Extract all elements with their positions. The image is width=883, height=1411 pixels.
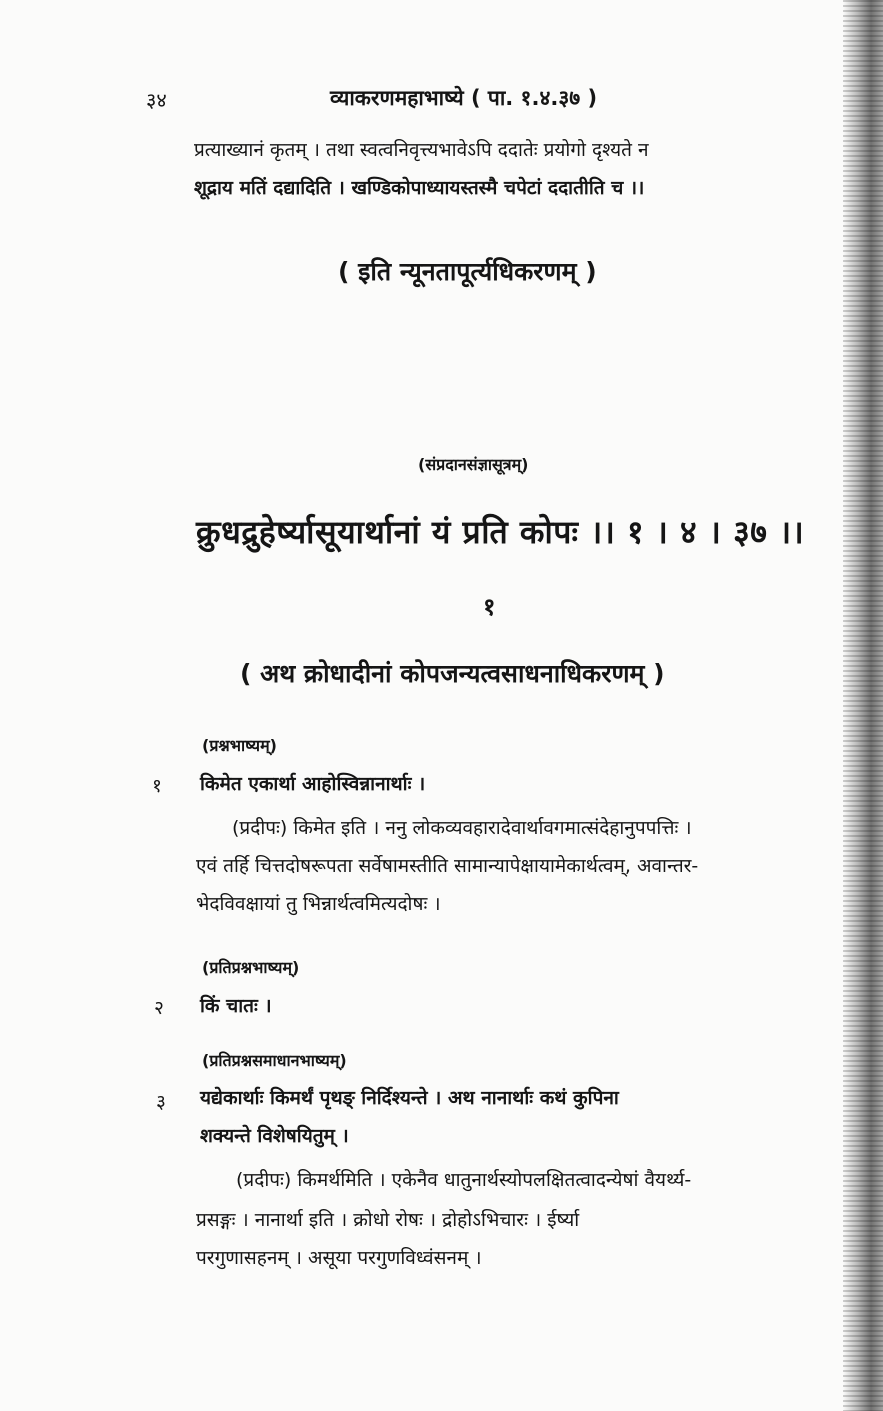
sutra-heading: क्रुधद्रुहेर्ष्यासूयार्थानां यं प्रति कोपः ।। १ । ४ । ३७ ।। — [196, 513, 805, 551]
bhashya-text-2: किं चातः । — [200, 995, 272, 1017]
page-number: ३४ — [146, 88, 167, 112]
running-title: व्याकरणमहाभाष्ये ( पा. १.४.३७ ) — [330, 86, 598, 110]
pradipa-1-line-2: एवं तर्हि चित्तदोषरूपता सर्वेषामस्तीति सामान्यापेक्षायामेकार्थत्वम्, अवान्तर- — [196, 855, 699, 877]
pradipa-2-line-3: परगुणासहनम् । असूया परगुणविध्वंसनम् । — [196, 1247, 482, 1269]
page-edge-shadow — [843, 0, 883, 1411]
section-end-title: ( इति न्यूनतापूर्त्यधिकरणम् ) — [338, 257, 597, 286]
section-number: १ — [483, 593, 496, 621]
bhashya-label-2: (प्रतिप्रश्नभाष्यम्) — [202, 958, 300, 977]
sutra-label: (संप्रदानसंज्ञासूत्रम्) — [418, 455, 529, 474]
pradipa-2-line-1: (प्रदीपः) किमर्थमिति । एकेनैव धातुनार्थस्योपलक्षितत्वादन्येषां वैयर्थ्य- — [236, 1169, 692, 1191]
section-title: ( अथ क्रोधादीनां कोपजन्यत्वसाधनाधिकरणम् ) — [240, 659, 665, 688]
continuation-line-2: शूद्राय मतिं दद्यादिति । खण्डिकोपाध्यायस्तस्मै चपेटां ददातीति च ।। — [194, 177, 645, 199]
pradipa-1-line-1: (प्रदीपः) किमेत इति । ननु लोकव्यवहारादेवार्थावगमात्संदेहानुपपत्तिः । — [232, 817, 692, 839]
bhashya-label-3: (प्रतिप्रश्नसमाधानभाष्यम्) — [202, 1051, 347, 1070]
bhashya-label-1: (प्रश्नभाष्यम्) — [202, 736, 277, 755]
paragraph-number-3: ३ — [156, 1091, 166, 1113]
bhashya-text-3-line-1: यद्येकार्थाः किमर्थं पृथङ् निर्दिश्यन्ते । अथ नानार्थाः कथं कुपिना — [200, 1087, 619, 1109]
paragraph-number-1: १ — [152, 775, 162, 797]
bhashya-text-1: किमेत एकार्था आहोस्विन्नानार्थाः । — [200, 773, 426, 795]
continuation-line-1: प्रत्याख्यानं कृतम् । तथा स्वत्वनिवृत्त्यभावेऽपि ददातेः प्रयोगो दृश्यते न — [194, 139, 649, 161]
pradipa-1-line-3: भेदविवक्षायां तु भिन्नार्थत्वमित्यदोषः । — [196, 893, 441, 915]
paragraph-number-2: २ — [154, 997, 164, 1019]
bhashya-text-3-line-2: शक्यन्ते विशेषयितुम् । — [200, 1125, 349, 1147]
pradipa-2-line-2: प्रसङ्गः । नानार्था इति । क्रोधो रोषः । द्रोहोऽभिचारः । ईर्ष्या — [196, 1209, 580, 1231]
